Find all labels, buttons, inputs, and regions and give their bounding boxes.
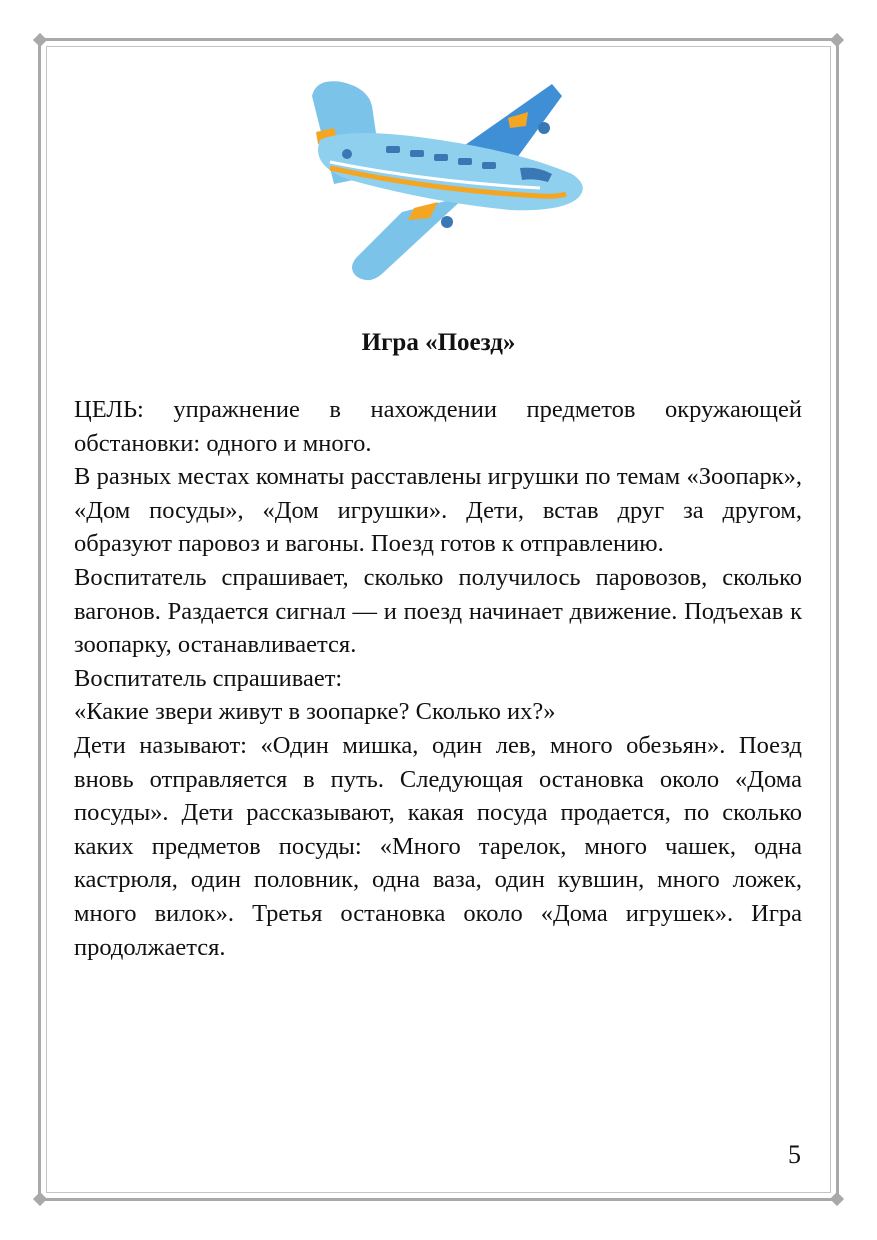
paragraph: Воспитатель спрашивает, сколько получилось паровозов, сколько вагонов. Раздается сигнал — и поезд начинает движение. Подъехав к зоопарку, останавливается. xyxy=(74,563,802,659)
paragraph: Дети называют: «Один мишка, один лев, много обезьян». Поезд вновь отправляется в путь. Следующая остановка около «Дома посуды». Дети рассказывают, какая посуда продается, по сколько каких предметов посуды: «Много тарелок, много чашек, одна кастрюля, один половник, одна ваза, один кувшин, много ложек, много вилок». Третья остановка около «Дома игрушек». Игра продолжается. xyxy=(74,731,802,961)
body-text xyxy=(74,393,802,964)
paragraph: Воспитатель спрашивает: xyxy=(74,664,343,692)
paragraph: «Какие звери живут в зоопарке? Сколько их?» xyxy=(74,698,556,726)
paragraph: В разных местах комнаты расставлены игрушки по темам «Зоопарк», «Дом посуды», «Дом игрушки». Дети, встав друг за другом, образуют паровоз и вагоны. Поезд готов к отправлению. xyxy=(74,463,802,558)
airplane-icon xyxy=(290,62,590,292)
page-number: 5 xyxy=(788,1140,801,1169)
paragraph: ЦЕЛЬ: упражнение в нахождении предметов окружающей обстановки: одного и много. xyxy=(74,396,802,457)
page-title: Игра «Поезд» xyxy=(361,329,516,356)
